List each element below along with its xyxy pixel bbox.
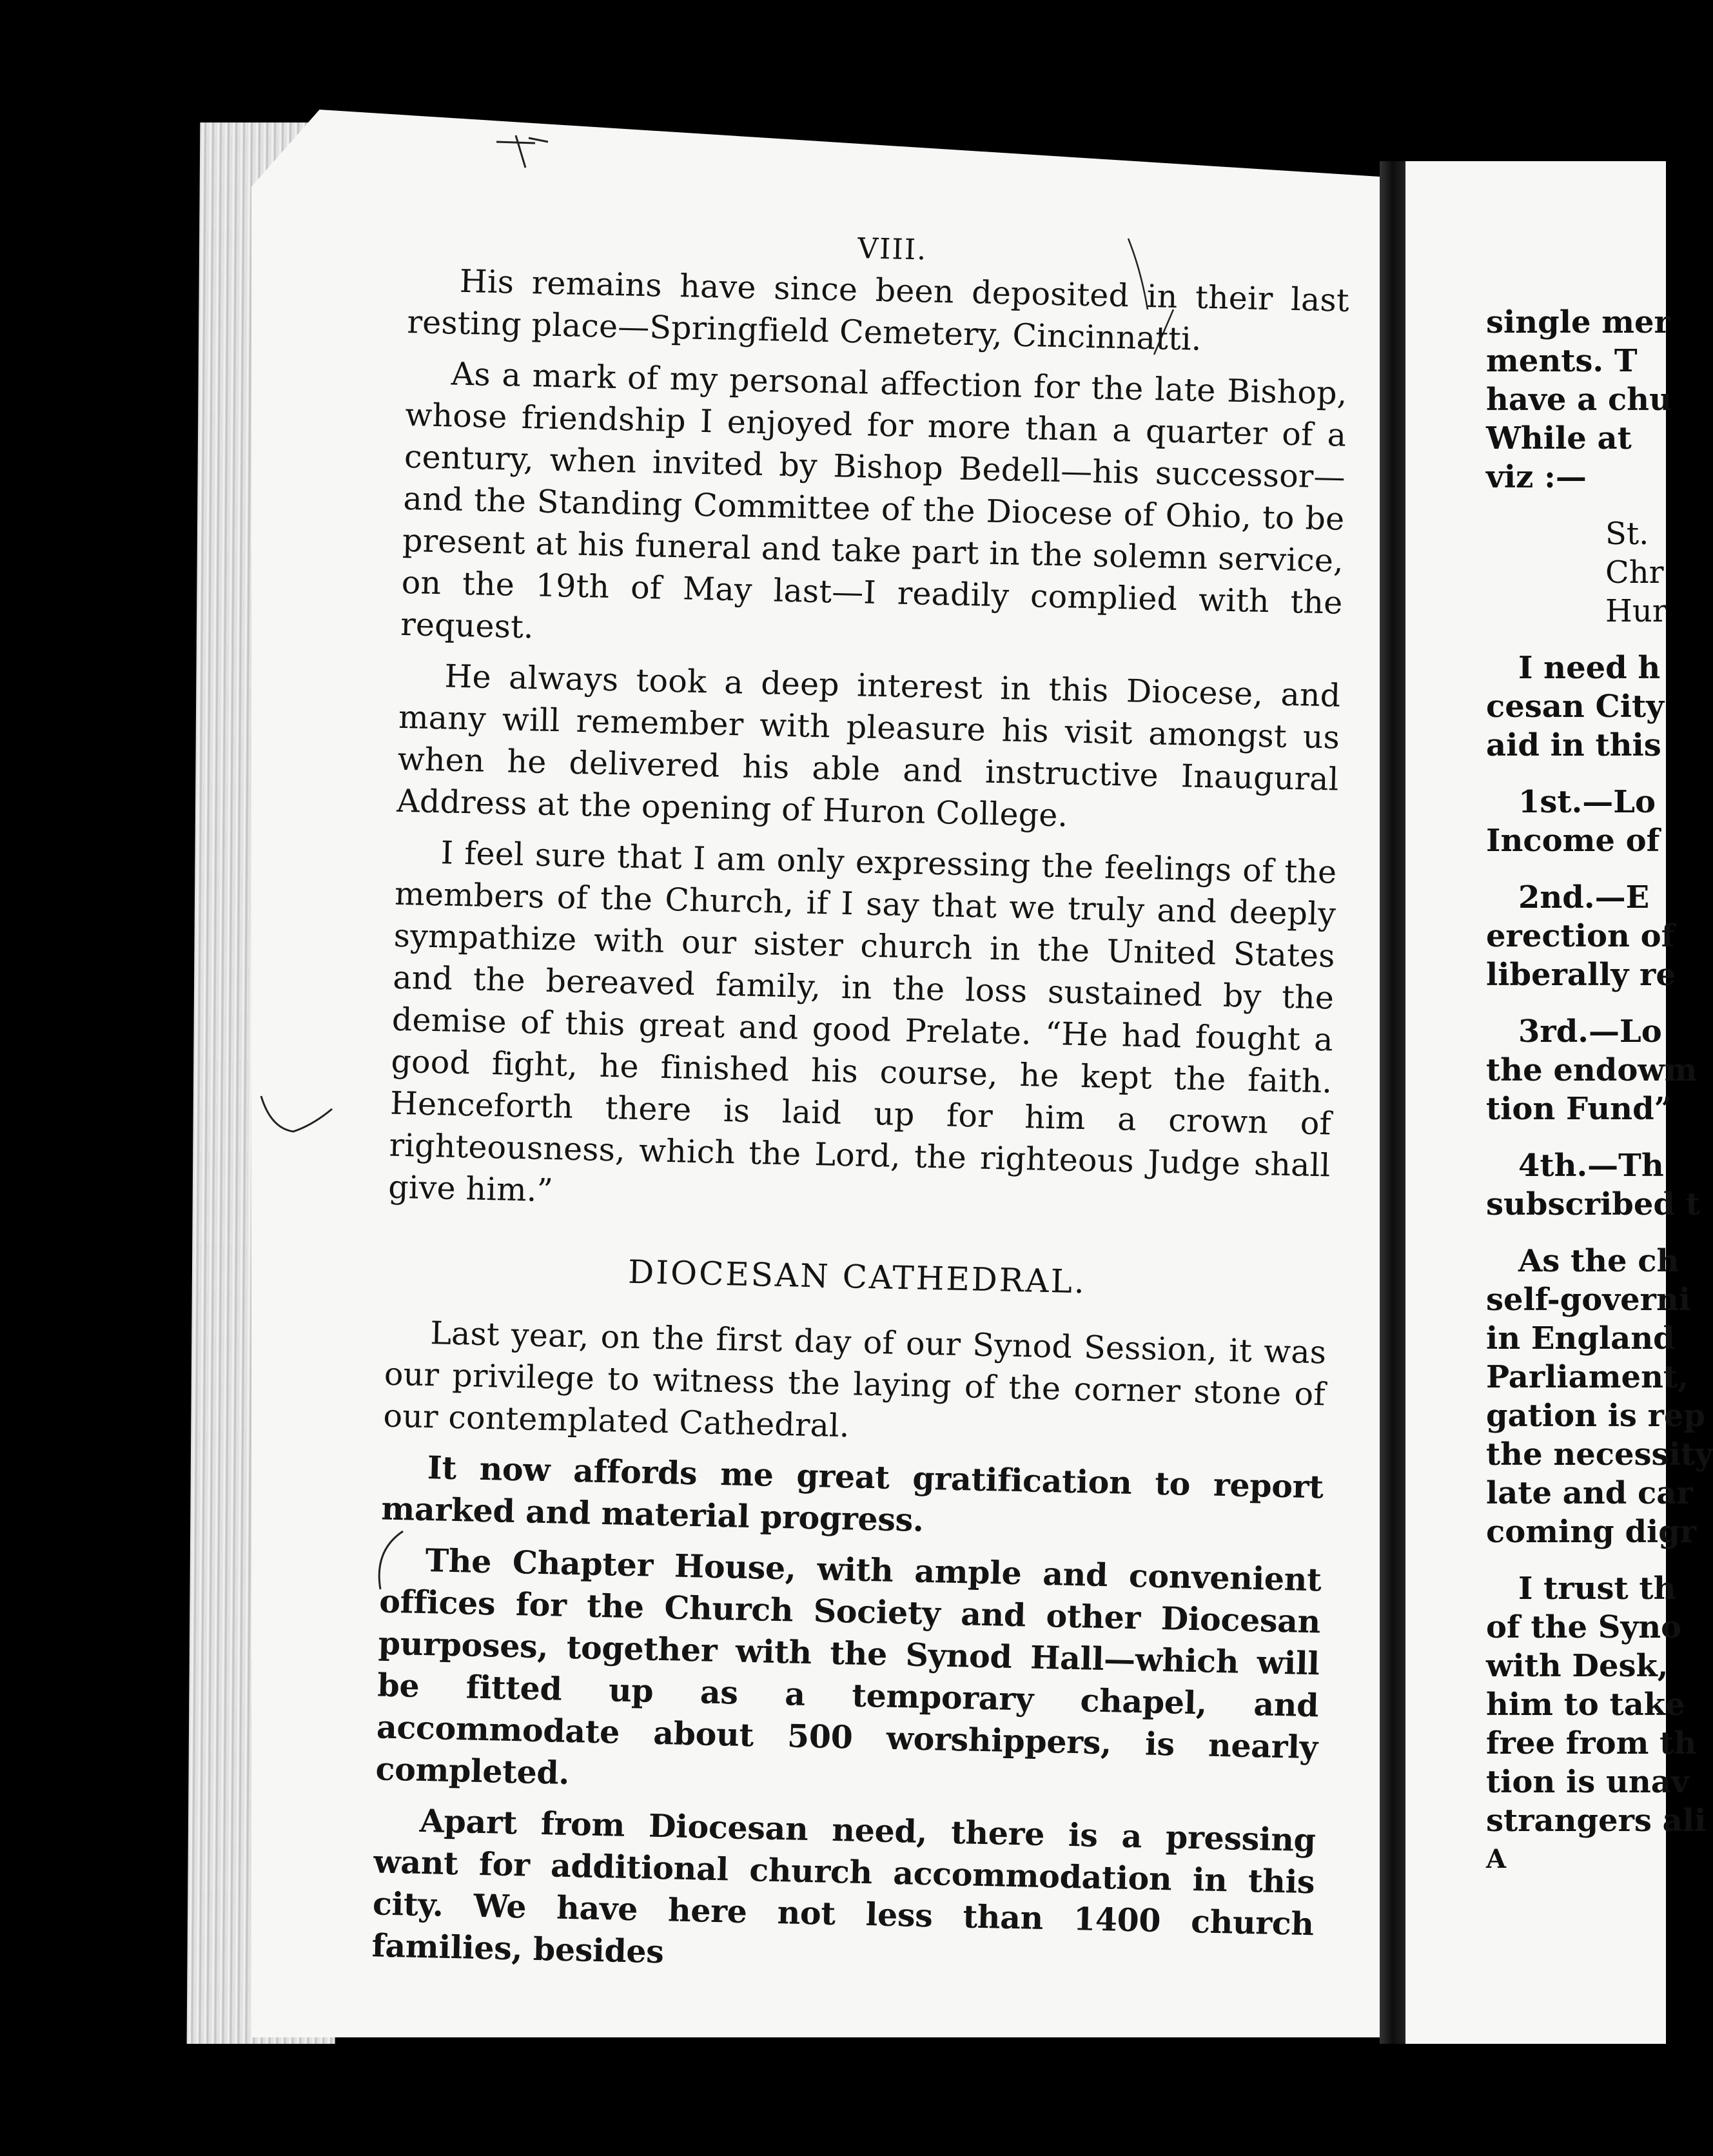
text-line: him to take — [1486, 1687, 1685, 1723]
left-page-text — [371, 222, 1351, 1996]
text-line: in England — [1486, 1320, 1675, 1357]
text-line: St. — [1605, 516, 1649, 552]
text-line: 2nd.—E — [1518, 879, 1650, 916]
text-line: I need h — [1518, 650, 1661, 686]
page-number-header: VIII. — [857, 232, 928, 267]
paragraph: Apart from Diocesan need, there is a pressing want for additional church accommodation in this city. We have here not less than 1400 church families, besides — [371, 1801, 1317, 1971]
text-line: I trust th — [1518, 1571, 1676, 1607]
text-line: coming digr — [1486, 1514, 1697, 1550]
text-line: Chr — [1605, 554, 1664, 591]
text-line: gation is rep — [1486, 1398, 1706, 1434]
paragraph: I feel sure that I am only expressing the feelings of the members of the Church, if I say that we truly and deeply sympathize with our sister church in the United States and the bereaved family, in the loss sustained by the demise of this great and good Prelate. “He had fought a good fight, he finished his course, he kept the faith. Henceforth there is laid up for him a crown of righteousness, which the Lord, the righteous Judge shall give him.” — [387, 834, 1337, 1210]
signature-mark: A — [1486, 1844, 1507, 1874]
text-line: 4th.—Th — [1518, 1148, 1664, 1184]
text-line: the endowm — [1486, 1052, 1698, 1088]
text-line: with Desk, — [1486, 1648, 1669, 1684]
text-line: erection of — [1486, 918, 1675, 954]
text-line: Income of — [1486, 823, 1660, 859]
text-line: viz :— — [1486, 459, 1587, 495]
text-line: 3rd.—Lo — [1518, 1014, 1662, 1050]
paragraph: Last year, on the first day of our Synod Session, it was our privilege to witness the laying of the corner stone of our contemplated Cathedral. — [382, 1315, 1327, 1445]
text-line: self-governi — [1486, 1282, 1691, 1318]
right-page-text — [1486, 303, 1713, 1879]
text-line: free from th — [1486, 1725, 1697, 1761]
text-line: of the Syno — [1486, 1609, 1682, 1645]
book-gutter — [1380, 161, 1405, 2044]
text-line: tion is unav — [1486, 1764, 1689, 1800]
text-line: subscribed t — [1486, 1186, 1700, 1222]
paragraph: His remains have since been deposited in their last resting place—Springfield Cemetery, Cincinnatti. — [407, 262, 1350, 358]
text-line: As the ch — [1518, 1243, 1679, 1279]
text-line: single mer — [1486, 304, 1670, 340]
text-line: aid in this — [1486, 727, 1661, 763]
text-line: strangers ali — [1486, 1803, 1707, 1839]
text-line: have a chu — [1486, 382, 1672, 418]
pencil-mark-top — [490, 129, 567, 174]
paragraph: The Chapter House, with ample and convenient offices for the Church Society and other Diocesan purposes, together with the Synod Hall—which will be fitted up as a temporary chapel, and accommodate about 500 worshippers, is nearly completed. — [375, 1542, 1322, 1792]
text-line: cesan City — [1486, 689, 1664, 725]
pencil-check-mark — [255, 1090, 345, 1148]
text-line: Parliament, — [1486, 1359, 1689, 1395]
text-line: While at — [1486, 420, 1632, 456]
text-line: the necessity — [1486, 1436, 1713, 1473]
paragraph: It now affords me great gratification to report marked and material progress. — [380, 1449, 1324, 1539]
section-heading: DIOCESAN CATHEDRAL. — [627, 1253, 1087, 1301]
paragraph: As a mark of my personal affection for the late Bishop, whose friendship I enjoyed for more than a quarter of a century, when invited by Bishop Bedell—his successor—and the Standing Committee of the Diocese of Ohio, to be present at his funeral and take part in the solemn service, on the 19th of May last—I readily complied with the request. — [400, 355, 1348, 646]
text-line: liberally re — [1486, 957, 1676, 993]
paragraph: He always took a deep interest in this Diocese, and many will remember with pleasure his visit amongst us when he delivered his able and instructive Inaugural Address at the opening of Huron College. — [396, 658, 1341, 834]
text-line: ments. T — [1486, 343, 1638, 379]
text-line: tion Fund” — [1486, 1091, 1672, 1127]
text-line: late and car — [1486, 1475, 1693, 1511]
text-line: 1st.—Lo — [1518, 784, 1656, 820]
text-line: Hur — [1605, 593, 1667, 629]
